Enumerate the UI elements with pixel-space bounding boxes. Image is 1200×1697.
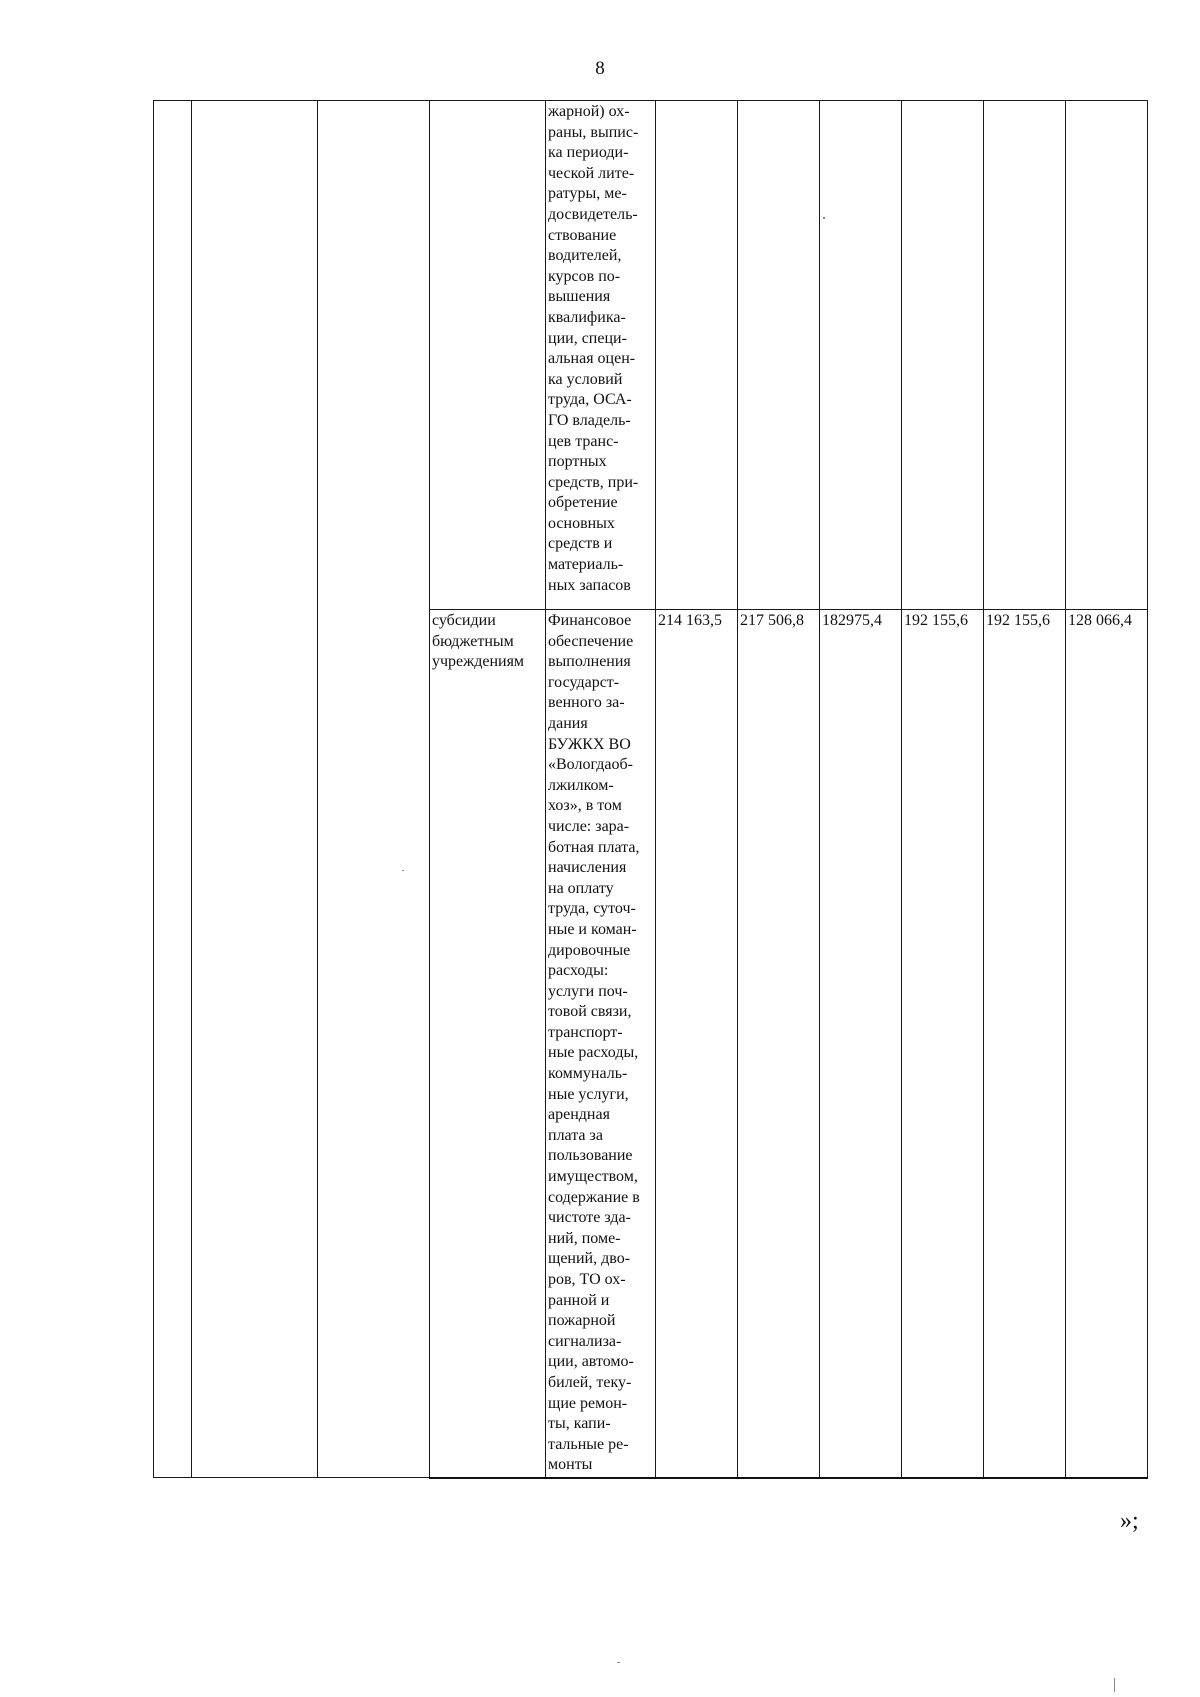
cell-text-line: материаль- <box>548 556 624 574</box>
cell-value-2: 217 506,8 <box>738 610 820 1478</box>
cell-text-line: ные услуги, <box>548 1085 629 1103</box>
cell-text-line: коммуналь- <box>548 1065 628 1083</box>
cell-text-line: ные расходы, <box>548 1044 639 1062</box>
cell-value <box>902 101 984 610</box>
cell-text-line: ГО владель- <box>548 411 631 429</box>
cell-program-name <box>192 101 318 1478</box>
cell-text-line: средств, при- <box>548 473 639 491</box>
cell-index <box>154 101 192 1478</box>
cell-value <box>984 101 1066 610</box>
cell-text-line: расходы: <box>548 962 609 980</box>
cell-text-line: пользование <box>548 1147 633 1165</box>
cell-text-line: арендная <box>548 1106 610 1124</box>
cell-text-line: венного за- <box>548 694 625 712</box>
cell-text-line: водителей, <box>548 247 622 265</box>
cell-text-line: труда, суточ- <box>548 900 636 918</box>
cell-text-line: портных <box>548 453 607 471</box>
cell-text-line: монты <box>548 1456 593 1474</box>
cell-text-line: ранной и <box>548 1291 610 1309</box>
scan-artifact-dot <box>617 1662 620 1663</box>
closing-quote-mark: »; <box>1120 1508 1139 1534</box>
cell-text-line: тальные ре- <box>548 1435 629 1453</box>
budget-table <box>153 100 1148 1479</box>
cell-text-line: на оплату <box>548 879 614 897</box>
table-row-continued <box>154 101 1148 610</box>
cell-text-line: «Вологдаоб- <box>548 756 633 774</box>
cell-text-line: курсов по- <box>548 267 621 285</box>
cell-text-line: обеспечение <box>548 632 634 650</box>
cell-text-line: БУЖКХ ВО <box>548 735 631 753</box>
cell-text-line: ции, автомо- <box>548 1353 634 1371</box>
cell-value <box>656 101 738 610</box>
cell-text-line: плата за <box>548 1126 603 1144</box>
cell-text-line: ка периоди- <box>548 144 629 162</box>
cell-value <box>738 101 820 610</box>
cell-text-line: ные и коман- <box>548 920 637 938</box>
cell-text-line: хоз», в том <box>548 797 622 815</box>
cell-text-line: чистоте зда- <box>548 1209 631 1227</box>
cell-executor <box>318 101 430 1478</box>
cell-value-6: 128 066,4 <box>1066 610 1148 1478</box>
cell-text-line: цев транс- <box>548 432 619 450</box>
cell-text-line: субсидии <box>432 612 496 629</box>
cell-text-line: жарной) ох- <box>548 103 630 120</box>
cell-text-line: билей, теку- <box>548 1373 632 1391</box>
cell-text-line: ка условий <box>548 370 623 388</box>
cell-description-continued <box>546 101 656 610</box>
cell-text-line: транспорт- <box>548 1023 623 1041</box>
cell-text-line: основных <box>548 514 615 532</box>
cell-text-line: щие ремон- <box>548 1394 628 1412</box>
cell-text-line: средств и <box>548 535 613 553</box>
cell-text-line: лжилком- <box>548 776 614 794</box>
cell-text-line: учреждениям <box>432 653 525 671</box>
cell-expense-type <box>430 101 546 610</box>
cell-value-4: 192 155,6 <box>902 610 984 1478</box>
cell-text-line: услуги поч- <box>548 982 628 1000</box>
cell-text-line: труда, ОСА- <box>548 391 632 409</box>
cell-text-line: раны, выпис- <box>548 123 639 141</box>
cell-description-subsidies <box>546 610 656 1478</box>
cell-text-line: сигнализа- <box>548 1332 622 1350</box>
cell-text-line: досвидетель- <box>548 205 638 223</box>
cell-text-line: вышения <box>548 288 611 306</box>
cell-text-line: ных запасов <box>548 576 631 594</box>
cell-text-line: щений, дво- <box>548 1250 631 1268</box>
cell-text-line: дировочные <box>548 941 631 959</box>
cell-text-line: Финансовое <box>548 612 632 629</box>
cell-text-line: пожарной <box>548 1312 616 1330</box>
cell-text-line: выполнения <box>548 653 631 671</box>
page-number: 8 <box>595 58 605 79</box>
cell-text-line: имуществом, <box>548 1168 638 1186</box>
cell-text-line: бюджетным <box>432 632 514 650</box>
cell-text-line: товой связи, <box>548 1003 632 1021</box>
cell-text-line: альная оцен- <box>548 350 636 368</box>
scan-artifact-dot <box>823 217 825 219</box>
cell-text-line: содержание в <box>548 1188 640 1206</box>
scan-artifact-dot <box>402 870 404 871</box>
cell-value <box>820 101 902 610</box>
cell-text-line: государст- <box>548 673 620 691</box>
cell-text-line: дания <box>548 714 588 732</box>
cell-text-line: числе: зара- <box>548 817 630 835</box>
cell-text-line: ческой лите- <box>548 164 635 182</box>
cell-value-5: 192 155,6 <box>984 610 1066 1478</box>
cell-text-line: начисления <box>548 859 627 877</box>
cell-value-1: 214 163,5 <box>656 610 738 1478</box>
cell-value <box>1066 101 1148 610</box>
cell-text-line: ботная плата, <box>548 838 640 856</box>
cell-text-line: ствование <box>548 226 617 244</box>
cell-text-line: квалифика- <box>548 308 626 326</box>
cell-text-line: обретение <box>548 494 618 512</box>
cell-text-line: ний, поме- <box>548 1229 621 1247</box>
scan-artifact-line <box>1114 1678 1115 1692</box>
cell-text-line: ции, специ- <box>548 329 627 347</box>
cell-value-3: 182975,4 <box>820 610 902 1478</box>
cell-text-line: ратуры, ме- <box>548 185 627 203</box>
cell-expense-type <box>430 610 546 1478</box>
cell-text-line: ты, капи- <box>548 1415 611 1433</box>
cell-text-line: ров, ТО ох- <box>548 1271 626 1288</box>
